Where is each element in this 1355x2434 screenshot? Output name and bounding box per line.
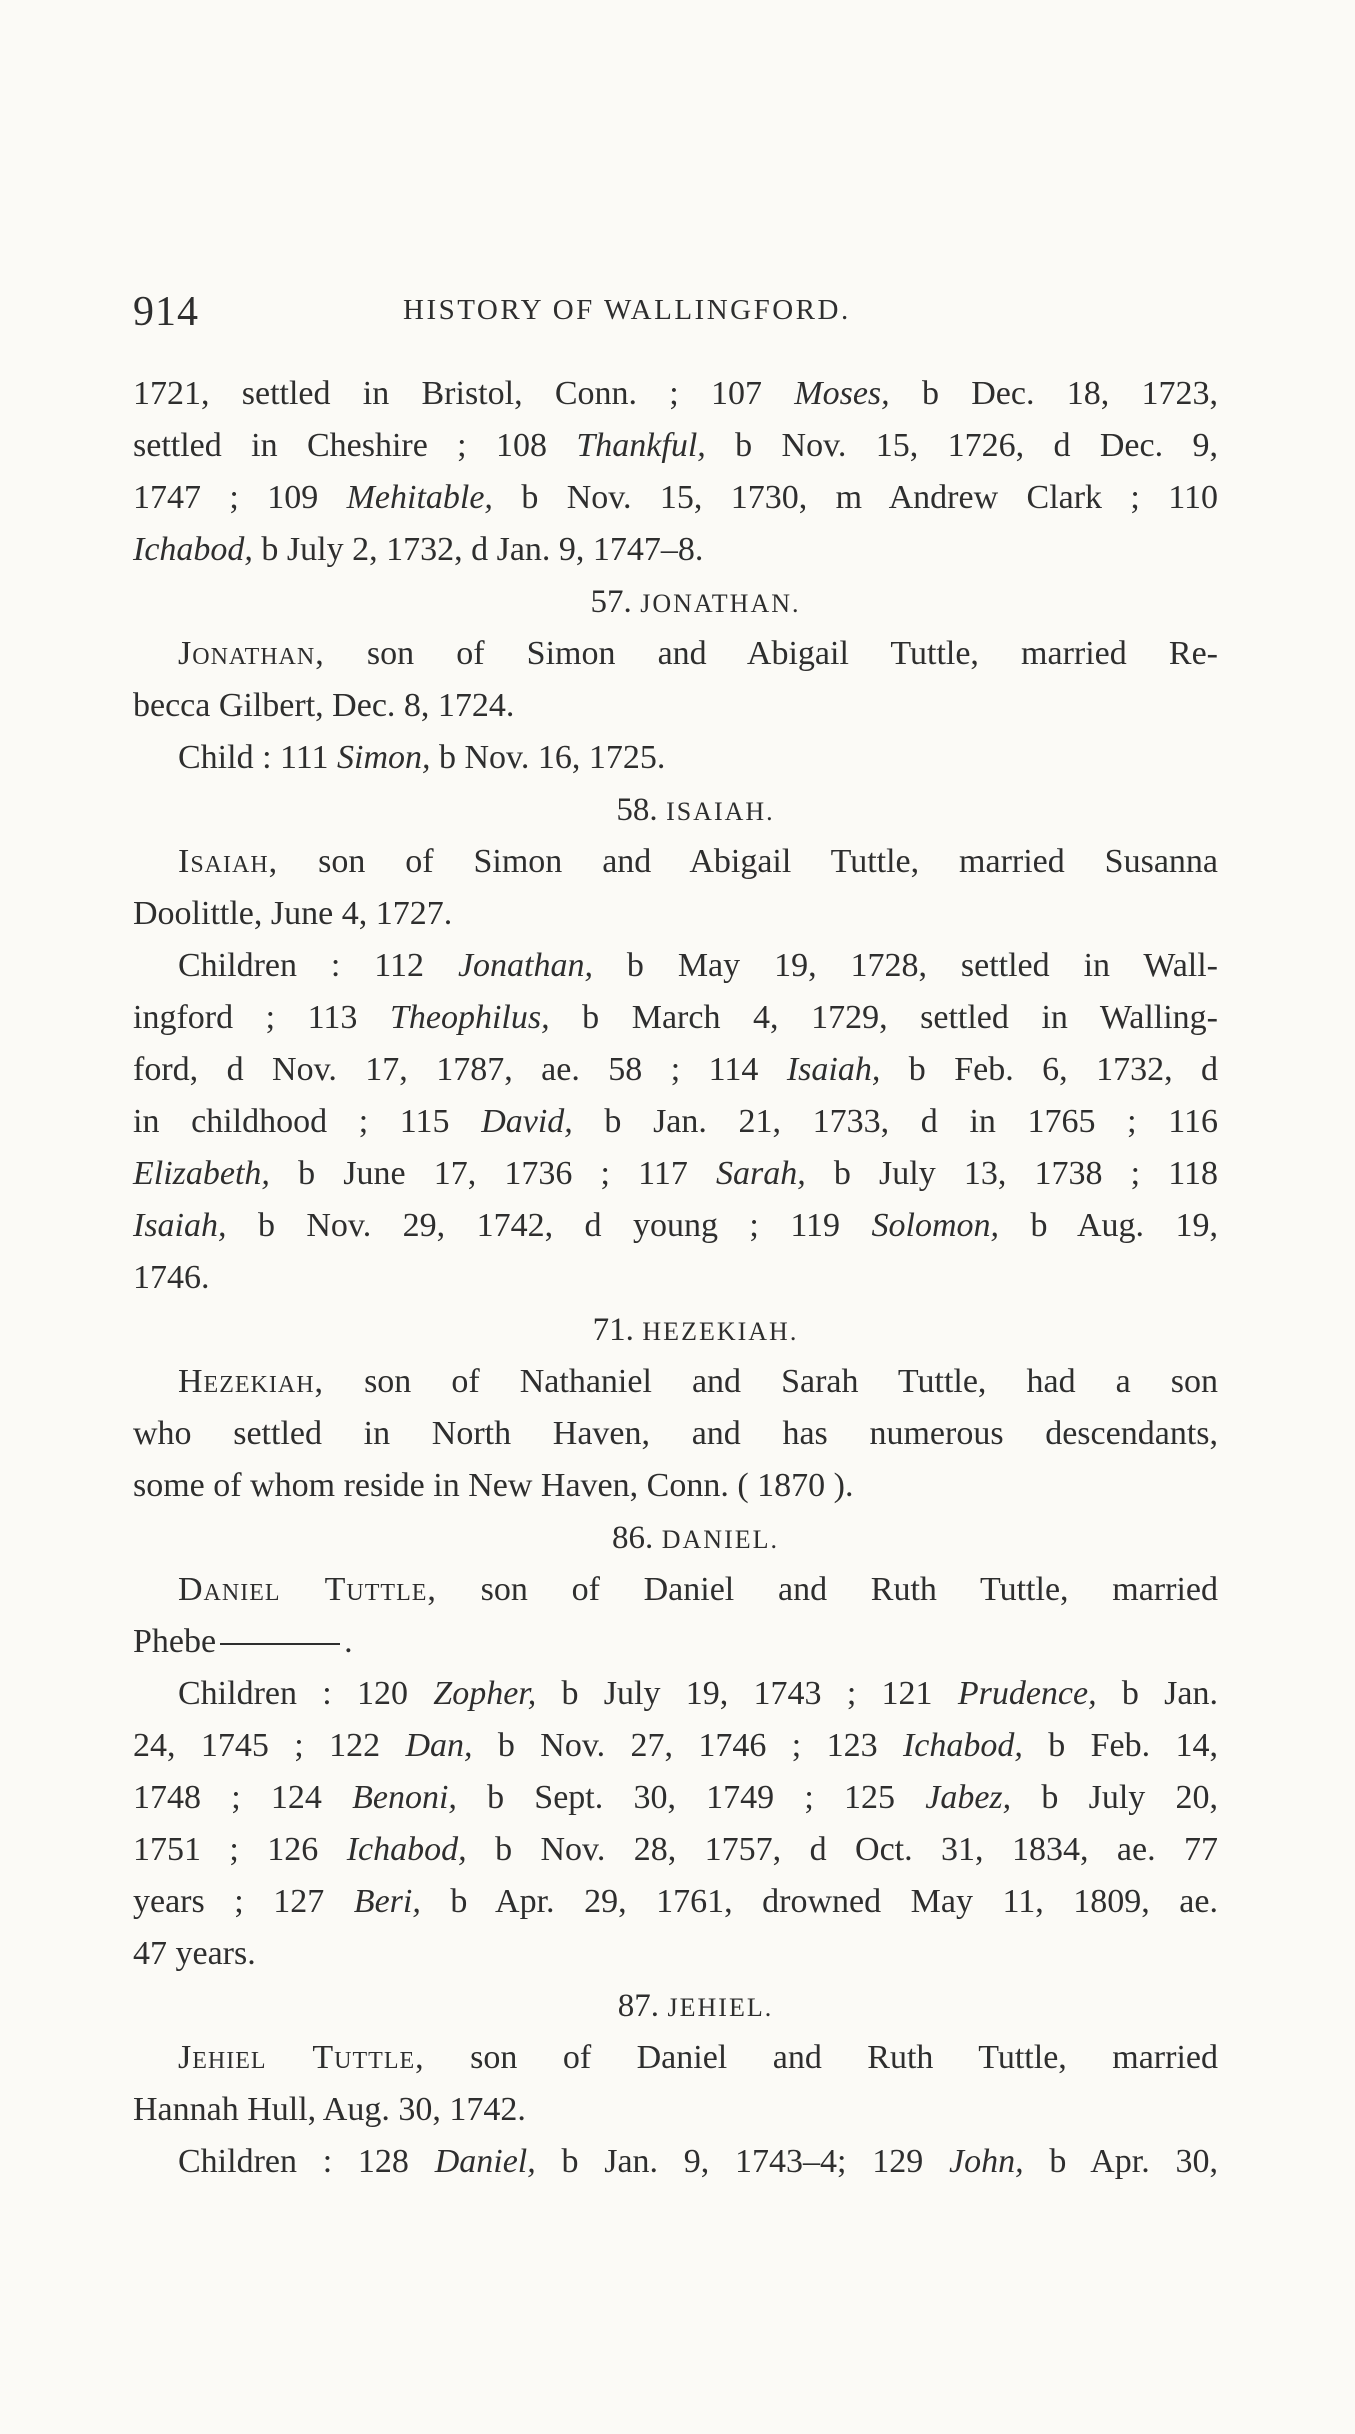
text-line: Hannah Hull, Aug. 30, 1742.	[133, 2091, 526, 2128]
section-heading	[133, 1304, 1218, 1356]
name: John,	[949, 2143, 1024, 2180]
text-line: 24, 1745 ; 122 Dan, b Nov. 27, 1746 ; 123 Ichabod, b Feb. 14,	[133, 1727, 1219, 1764]
text-line: Isaiah, son of Simon and Abigail Tuttle, married Susanna	[178, 843, 1218, 880]
text-line: who settled in North Haven, and has numerous descendants,	[133, 1415, 1218, 1452]
text-line: Hezekiah, son of Nathaniel and Sarah Tuttle, had a son	[178, 1363, 1218, 1400]
name: Isaiah,	[133, 1207, 227, 1244]
name: Dan,	[405, 1727, 473, 1764]
name: Zopher,	[433, 1675, 537, 1712]
page-number: 914	[133, 289, 199, 335]
text-line: ford, d Nov. 17, 1787, ae. 58 ; 114 Isaiah, b Feb. 6, 1732, d	[133, 1051, 1219, 1088]
text-line: Child : 111 Simon, b Nov. 16, 1725.	[178, 739, 666, 776]
section-name: DANIEL.	[661, 1525, 779, 1554]
text-line: becca Gilbert, Dec. 8, 1724.	[133, 687, 515, 724]
section-number: 71.	[592, 1312, 634, 1348]
name: Daniel,	[434, 2143, 536, 2180]
text-line: 1746.	[133, 1259, 210, 1296]
name: Jabez,	[925, 1779, 1012, 1816]
text-line: settled in Cheshire ; 108 Thankful, b Nov. 15, 1726, d Dec. 9,	[133, 427, 1218, 464]
text-line: in childhood ; 115 David, b Jan. 21, 1733, d in 1765 ; 116	[133, 1103, 1218, 1140]
name: Isaiah,	[786, 1051, 881, 1088]
name: Prudence,	[957, 1675, 1097, 1712]
text-line: years ; 127 Beri, b Apr. 29, 1761, drowned May 11, 1809, ae.	[133, 1883, 1218, 1920]
name: Moses,	[794, 375, 890, 412]
name: Benoni,	[352, 1779, 457, 1816]
text-line: Children : 120 Zopher, b July 19, 1743 ; 121 Prudence, b Jan.	[178, 1675, 1219, 1712]
section-name: ISAIAH.	[666, 797, 775, 826]
section-heading	[133, 1980, 1218, 2032]
page-header	[133, 288, 1233, 348]
section-number: 87.	[617, 1988, 660, 2024]
name: Simon,	[337, 739, 431, 776]
text-line: Isaiah, b Nov. 29, 1742, d young ; 119 Solomon, b Aug. 19,	[133, 1207, 1218, 1244]
name: David,	[481, 1103, 573, 1140]
name: Jonathan,	[457, 947, 593, 984]
blank-dash	[220, 1643, 340, 1645]
section-number: 58.	[616, 792, 658, 828]
text-line: Elizabeth, b June 17, 1736 ; 117 Sarah, b July 13, 1738 ; 118	[133, 1155, 1218, 1192]
text-line: 47 years.	[133, 1935, 256, 1972]
person-name: Hezekiah,	[178, 1363, 325, 1400]
text-line: 1747 ; 109 Mehitable, b Nov. 15, 1730, m Andrew Clark ; 110	[133, 479, 1218, 516]
section-number: 57.	[590, 584, 632, 620]
text-line: Jehiel Tuttle, son of Daniel and Ruth Tuttle, married	[178, 2039, 1218, 2076]
name: Sarah,	[716, 1155, 806, 1192]
text-line: 1748 ; 124 Benoni, b Sept. 30, 1749 ; 125 Jabez, b July 20,	[133, 1779, 1218, 1816]
section-name: HEZEKIAH.	[642, 1317, 799, 1346]
name: Ichabod,	[133, 531, 253, 568]
text-line: Doolittle, June 4, 1727.	[133, 895, 453, 932]
name: Solomon,	[871, 1207, 999, 1244]
text-line: 1751 ; 126 Ichabod, b Nov. 28, 1757, d Oct. 31, 1834, ae. 77	[133, 1831, 1218, 1868]
name: Elizabeth,	[133, 1155, 270, 1192]
text-line: Daniel Tuttle, son of Daniel and Ruth Tuttle, married	[178, 1571, 1218, 1608]
text-line: Children : 112 Jonathan, b May 19, 1728, settled in Wall-	[178, 947, 1218, 984]
name: Ichabod,	[346, 1831, 467, 1868]
section-heading	[133, 576, 1218, 628]
section-heading	[133, 1512, 1218, 1564]
name: Thankful,	[576, 427, 706, 464]
person-name: Isaiah,	[178, 843, 279, 880]
section-name: JEHIEL.	[667, 1993, 774, 2022]
text-line: Jonathan, son of Simon and Abigail Tuttle, married Re-	[178, 635, 1218, 672]
name: Beri,	[353, 1883, 421, 1920]
text-line: some of whom reside in New Haven, Conn. ( 1870 ).	[133, 1467, 854, 1504]
text-line: 1721, settled in Bristol, Conn. ; 107 Moses, b Dec. 18, 1723,	[133, 375, 1218, 412]
text-line: Ichabod, b July 2, 1732, d Jan. 9, 1747–8.	[133, 531, 704, 568]
name: Mehitable,	[346, 479, 493, 516]
section-number: 86.	[611, 1520, 654, 1556]
running-head: HISTORY OF WALLINGFORD.	[403, 294, 851, 326]
name: Ichabod,	[902, 1727, 1023, 1764]
name: Theophilus,	[389, 999, 550, 1036]
person-name: Jehiel Tuttle,	[178, 2039, 425, 2076]
section-name: JONATHAN.	[640, 589, 801, 618]
section-heading	[133, 784, 1218, 836]
text-line: Children : 128 Daniel, b Jan. 9, 1743–4; 129 John, b Apr. 30,	[178, 2143, 1218, 2180]
page-body	[133, 368, 1218, 2188]
person-name: Daniel Tuttle,	[178, 1571, 437, 1608]
person-name: Jonathan,	[178, 635, 325, 672]
text-line: Phebe .	[133, 1623, 353, 1660]
text-line: ingford ; 113 Theophilus, b March 4, 1729, settled in Walling-	[133, 999, 1218, 1036]
